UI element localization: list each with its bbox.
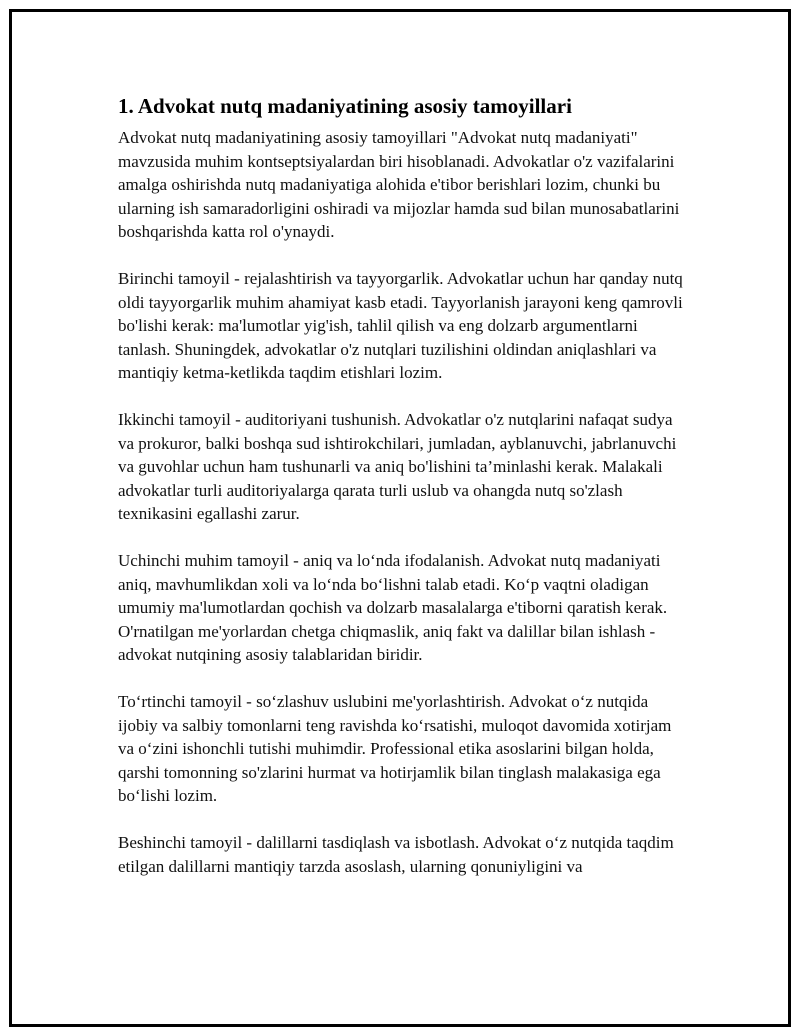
paragraph-fifth-principle: Beshinchi tamoyil - dalillarni tasdiqlash va isbotlash. Advokat o‘z nutqida taqdim etilgan dalillarni mantiqiy tarzda asoslash, ularning qonuniyligini va	[118, 833, 674, 876]
paragraph-first-principle: Birinchi tamoyil - rejalashtirish va tayyorgarlik. Advokatlar uchun har qanday nutq oldi tayyorgarlik muhim ahamiyat kasb etadi. Tayyorlanish jarayoni keng qamrovli bo'lishi kerak: ma'lumotlar yig'ish, tahlil qilish va eng dolzarb argumentlarni tanlash. Shuningdek, advokatlar o'z nutqlari tuzilishini oldindan aniqlashlari va mantiqiy ketma-ketlikda taqdim etishlari lozim.	[118, 269, 683, 382]
paragraph-second-principle: Ikkinchi tamoyil - auditoriyani tushunish. Advokatlar o'z nutqlarini nafaqat sudya va prokuror, balki boshqa sud ishtirokchilari, jumladan, ayblanuvchi, jabrlanuvchi va guvohlar uchun ham tushunarli va aniq bo'lishini ta’minlashi kerak. Malakali advokatlar turli auditoriyalarga qarata turli uslub va ohangda nutq so'zlash texnikasini egallashi zarur.	[118, 410, 677, 523]
section-heading: 1. Advokat nutq madaniyatining asosiy tamoyillari	[118, 94, 572, 118]
paragraph-fourth-principle: To‘rtinchi tamoyil - so‘zlashuv uslubini me'yorlashtirish. Advokat o‘z nutqida ijobiy va salbiy tomonlarni teng ravishda ko‘rsatishi, muloqot davomida xotirjam va o‘zini ishonchli tutishi muhimdir. Professional etika asoslarini bilgan holda, qarshi tomonning so'zlarini hurmat va hotirjamlik bilan tinglash malakasiga ega bo‘lishi lozim.	[118, 692, 672, 805]
paragraph-third-principle: Uchinchi muhim tamoyil - aniq va lo‘nda ifodalanish. Advokat nutq madaniyati aniq, mavhumlikdan xoli va lo‘nda bo‘lishni talab etadi. Ko‘p vaqtni oladigan umumiy ma'lumotlardan qochish va dolzarb masalalarga e'tiborni qaratish kerak. O'rnatilgan me'yorlardan chetga chiqmaslik, aniq fakt va dalillar bilan ishlash - advokat nutqining asosiy talablaridan biridir.	[118, 551, 668, 664]
paragraph-intro: Advokat nutq madaniyatining asosiy tamoyillari "Advokat nutq madaniyati" mavzusida muhim kontseptsiyalardan biri hisoblanadi. Advokatlar o'z vazifalarini amalga oshirishda nutq madaniyatiga alohida e'tibor berishlari lozim, chunki bu ularning ish samaradorligini oshiradi va mijozlar hamda sud bilan munosabatlarini boshqarishda katta rol o'ynaydi.	[118, 128, 680, 241]
page-frame	[9, 9, 791, 1027]
document-body	[118, 92, 688, 902]
